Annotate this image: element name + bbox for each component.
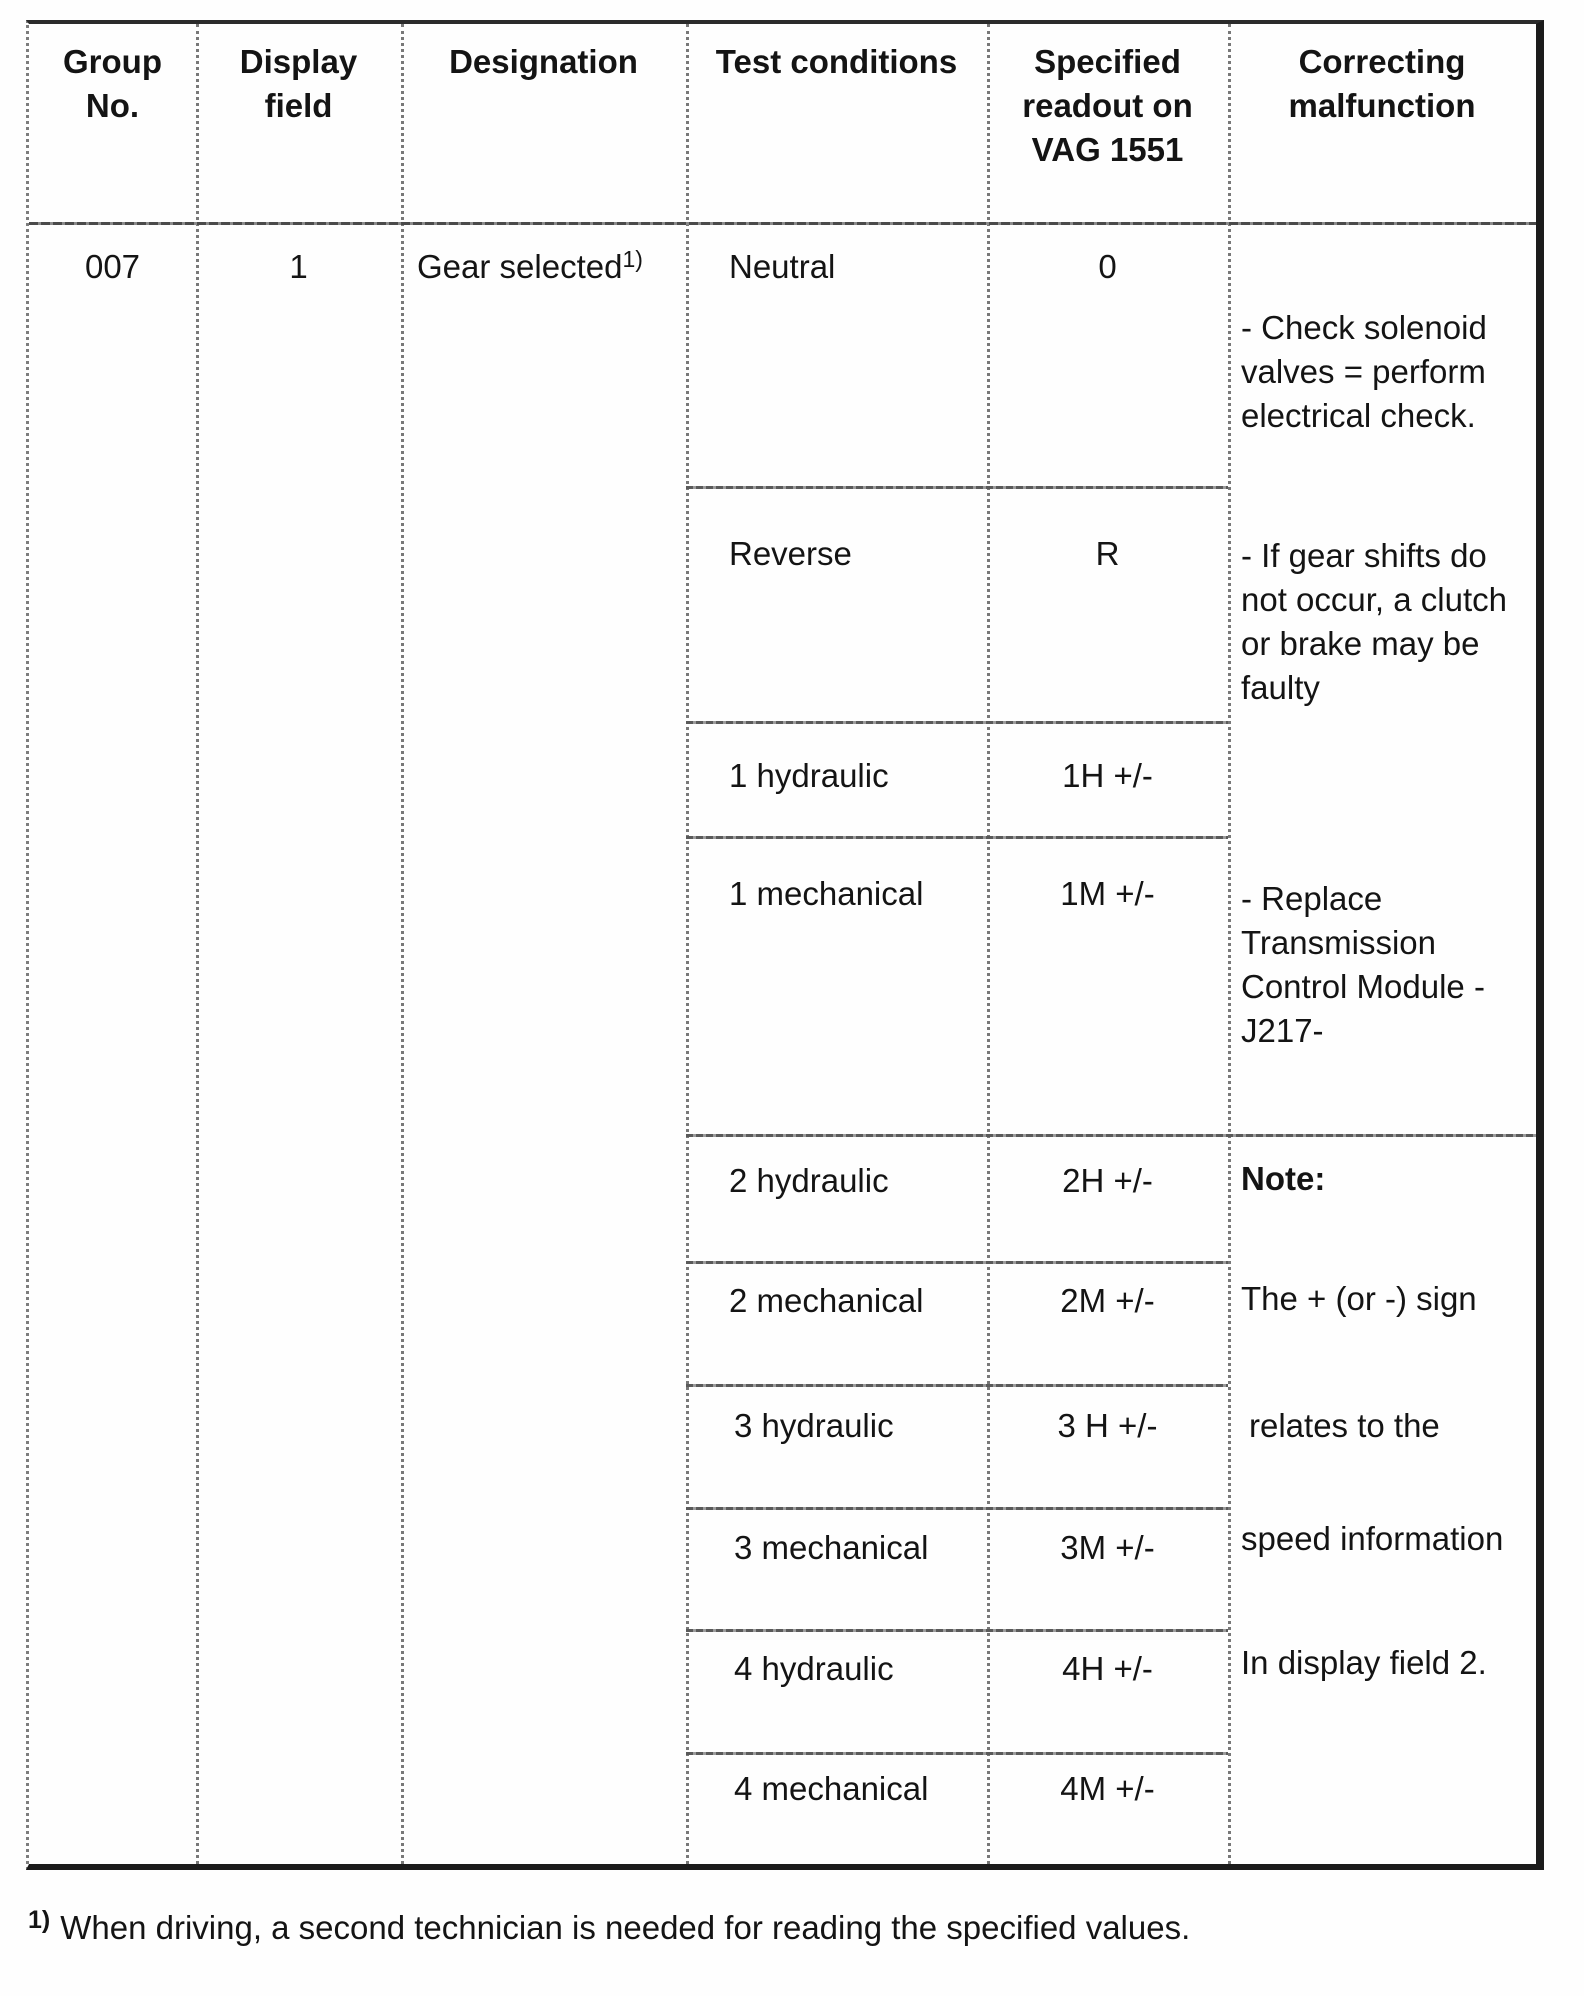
note-line: In display field 2.: [1241, 1644, 1487, 1681]
column-divider-5: [1228, 24, 1231, 1864]
note-title: Note:: [1241, 1160, 1326, 1197]
column-divider-4: [987, 24, 990, 1864]
test-condition-cell: 4 mechanical: [734, 1770, 929, 1807]
display-field-cell: 1: [289, 248, 308, 285]
header-test-conditions: Test conditions: [715, 43, 958, 80]
readout-cell: 1H +/-: [1062, 757, 1153, 794]
row-separator: [686, 1384, 1228, 1387]
readout-cell: 3 H +/-: [1057, 1407, 1158, 1444]
readout-cell: 2H +/-: [1062, 1162, 1153, 1199]
header-specified-readout: Specified readout on VAG 1551: [1022, 43, 1193, 168]
header-group-no: Group No.: [63, 43, 162, 124]
footnote: [28, 1906, 1190, 1953]
note-line: speed information: [1241, 1520, 1504, 1557]
row-separator: [686, 721, 1228, 724]
corrective-bullet-replace-tcm: - Replace Transmission Control Module - J217-: [1241, 880, 1485, 1049]
row-separator: [686, 836, 1228, 839]
readout-cell: 4M +/-: [1060, 1770, 1155, 1807]
corrective-bullet-check-solenoid: - Check solenoid valves = perform electrical check.: [1241, 309, 1487, 434]
group-no-cell: 007: [84, 248, 141, 285]
test-condition-cell: Reverse: [729, 535, 852, 572]
readout-cell: 4H +/-: [1062, 1650, 1153, 1687]
diagnostic-table: [26, 20, 1544, 1870]
readout-cell: 2M +/-: [1060, 1282, 1155, 1319]
test-condition-cell: 1 mechanical: [729, 875, 924, 912]
test-condition-cell: 3 mechanical: [734, 1529, 929, 1566]
row-separator: [686, 1507, 1228, 1510]
header-separator: [29, 222, 1536, 225]
row-separator: [686, 486, 1228, 489]
row-separator-full: [686, 1134, 1536, 1137]
footnote-text: When driving, a second technician is needed for reading the specified values.: [60, 1909, 1191, 1946]
readout-cell: 1M +/-: [1060, 875, 1155, 912]
column-divider-2: [401, 24, 404, 1864]
test-condition-cell: Neutral: [729, 248, 836, 285]
readout-cell: 0: [1098, 248, 1117, 285]
header-correcting-malfunction: Correcting malfunction: [1288, 43, 1476, 124]
note-line: The + (or -) sign: [1241, 1280, 1477, 1317]
column-divider-1: [196, 24, 199, 1864]
test-condition-cell: 3 hydraulic: [734, 1407, 894, 1444]
row-separator: [686, 1261, 1228, 1264]
row-separator: [686, 1629, 1228, 1632]
row-separator: [686, 1752, 1228, 1755]
header-display-field: Display field: [239, 43, 358, 124]
designation-text: Gear selected: [417, 248, 623, 285]
test-condition-cell: 2 mechanical: [729, 1282, 924, 1319]
test-condition-cell: 4 hydraulic: [734, 1650, 894, 1687]
readout-cell: R: [1095, 535, 1120, 572]
corrective-bullet-gear-shifts: - If gear shifts do not occur, a clutch or brake may be faulty: [1241, 537, 1507, 706]
test-condition-cell: 2 hydraulic: [729, 1162, 889, 1199]
note-line: relates to the: [1249, 1407, 1440, 1444]
designation-footnote-marker: 1): [622, 246, 643, 272]
designation-cell: [417, 245, 643, 292]
readout-cell: 3M +/-: [1060, 1529, 1155, 1566]
footnote-marker: 1): [28, 1906, 51, 1934]
header-designation: Designation: [449, 43, 638, 80]
test-condition-cell: 1 hydraulic: [729, 757, 889, 794]
column-divider-3: [686, 24, 689, 1864]
